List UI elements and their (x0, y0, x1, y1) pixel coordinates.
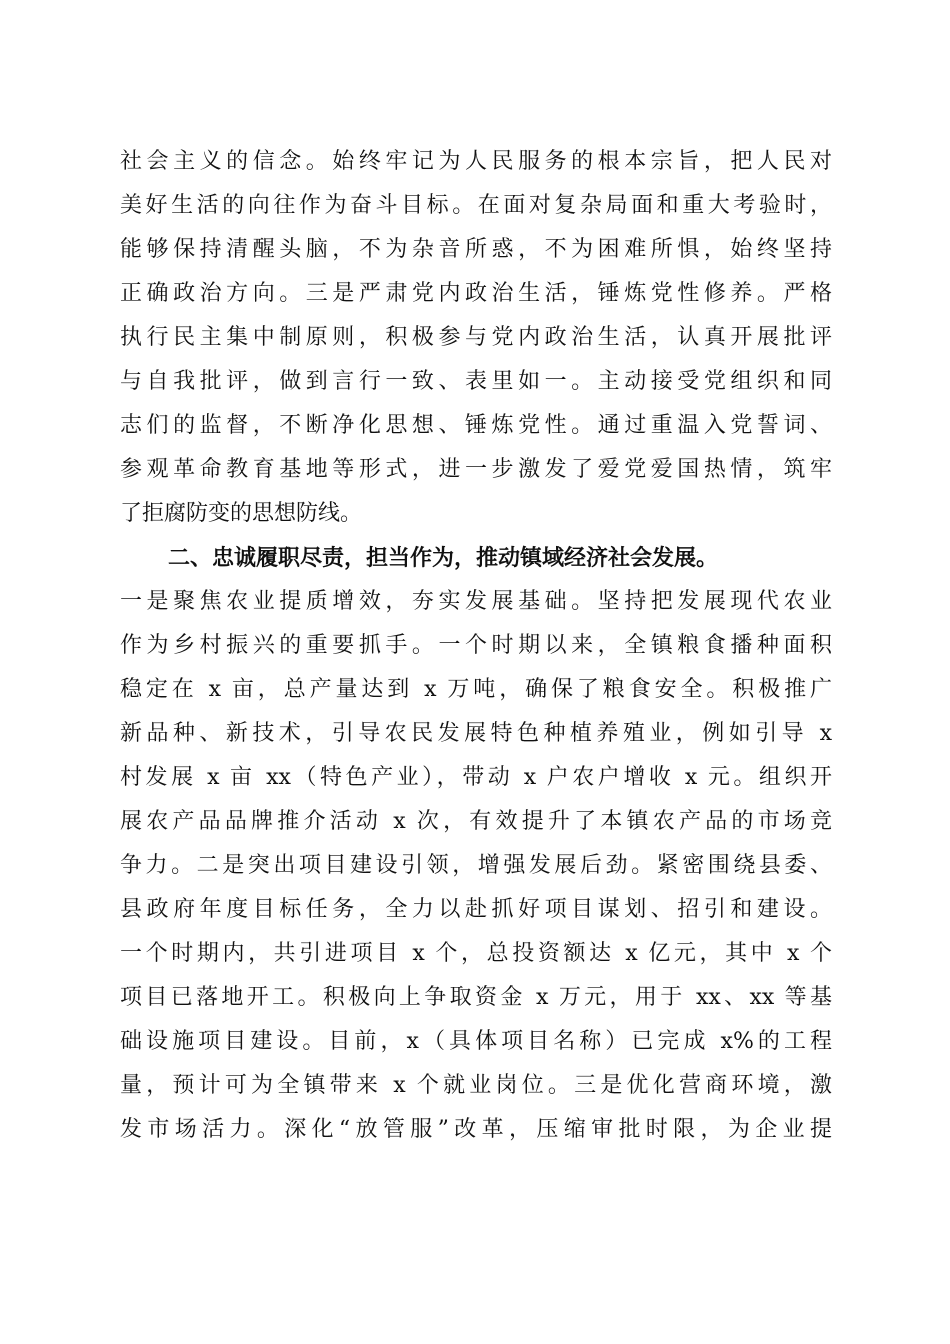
text-line: 新品种、新技术，引导农民发展特色种植养殖业，例如引导 x (120, 721, 832, 746)
text-line: 志们的监督，不断净化思想、锤炼党性。通过重温入党誓词、 (120, 413, 832, 438)
body-text (120, 140, 832, 1152)
text-line: 展农产品品牌推介活动 x 次，有效提升了本镇农产品的市场竞 (120, 809, 832, 834)
text-line: 县政府年度目标任务，全力以赴抓好项目谋划、招引和建设。 (120, 897, 832, 922)
text-line: 执行民主集中制原则，积极参与党内政治生活，认真开展批评 (120, 325, 832, 350)
text-line: 与自我批评，做到言行一致、表里如一。主动接受党组织和同 (120, 369, 832, 394)
section-heading: 二、忠诚履职尽责，担当作为，推动镇域经济社会发展。 (168, 545, 719, 571)
text-line: 美好生活的向往作为奋斗目标。在面对复杂局面和重大考验时， (120, 193, 832, 218)
text-line: 一个时期内，共引进项目 x 个，总投资额达 x 亿元，其中 x 个 (120, 941, 832, 966)
text-line: 正确政治方向。三是严肃党内政治生活，锤炼党性修养。严格 (120, 281, 832, 306)
text-line: 社会主义的信念。始终牢记为人民服务的根本宗旨，把人民对 (120, 149, 832, 174)
text-line: 争力。二是突出项目建设引领，增强发展后劲。紧密围绕县委、 (120, 853, 832, 878)
text-line: 量，预计可为全镇带来 x 个就业岗位。三是优化营商环境，激 (120, 1073, 832, 1098)
text-line: 发市场活力。深化“放管服”改革，压缩审批时限，为企业提 (120, 1117, 832, 1142)
text-line: 项目已落地开工。积极向上争取资金 x 万元，用于 xx、xx 等基 (120, 985, 832, 1010)
text-line: 作为乡村振兴的重要抓手。一个时期以来，全镇粮食播种面积 (120, 633, 832, 658)
text-line: 稳定在 x 亩，总产量达到 x 万吨，确保了粮食安全。积极推广 (120, 677, 832, 702)
text-line: 能够保持清醒头脑，不为杂音所惑，不为困难所惧，始终坚持 (120, 237, 832, 262)
text-line: 一是聚焦农业提质增效，夯实发展基础。坚持把发展现代农业 (120, 589, 832, 614)
text-line: 参观革命教育基地等形式，进一步激发了爱党爱国热情，筑牢 (120, 457, 832, 482)
text-line: 村发展 x 亩 xx（特色产业），带动 x 户农户增收 x 元。组织开 (120, 765, 832, 790)
text-line: 础设施项目建设。目前，x（具体项目名称）已完成 x%的工程 (120, 1029, 832, 1054)
text-line: 了拒腐防变的思想防线。 (120, 501, 363, 526)
